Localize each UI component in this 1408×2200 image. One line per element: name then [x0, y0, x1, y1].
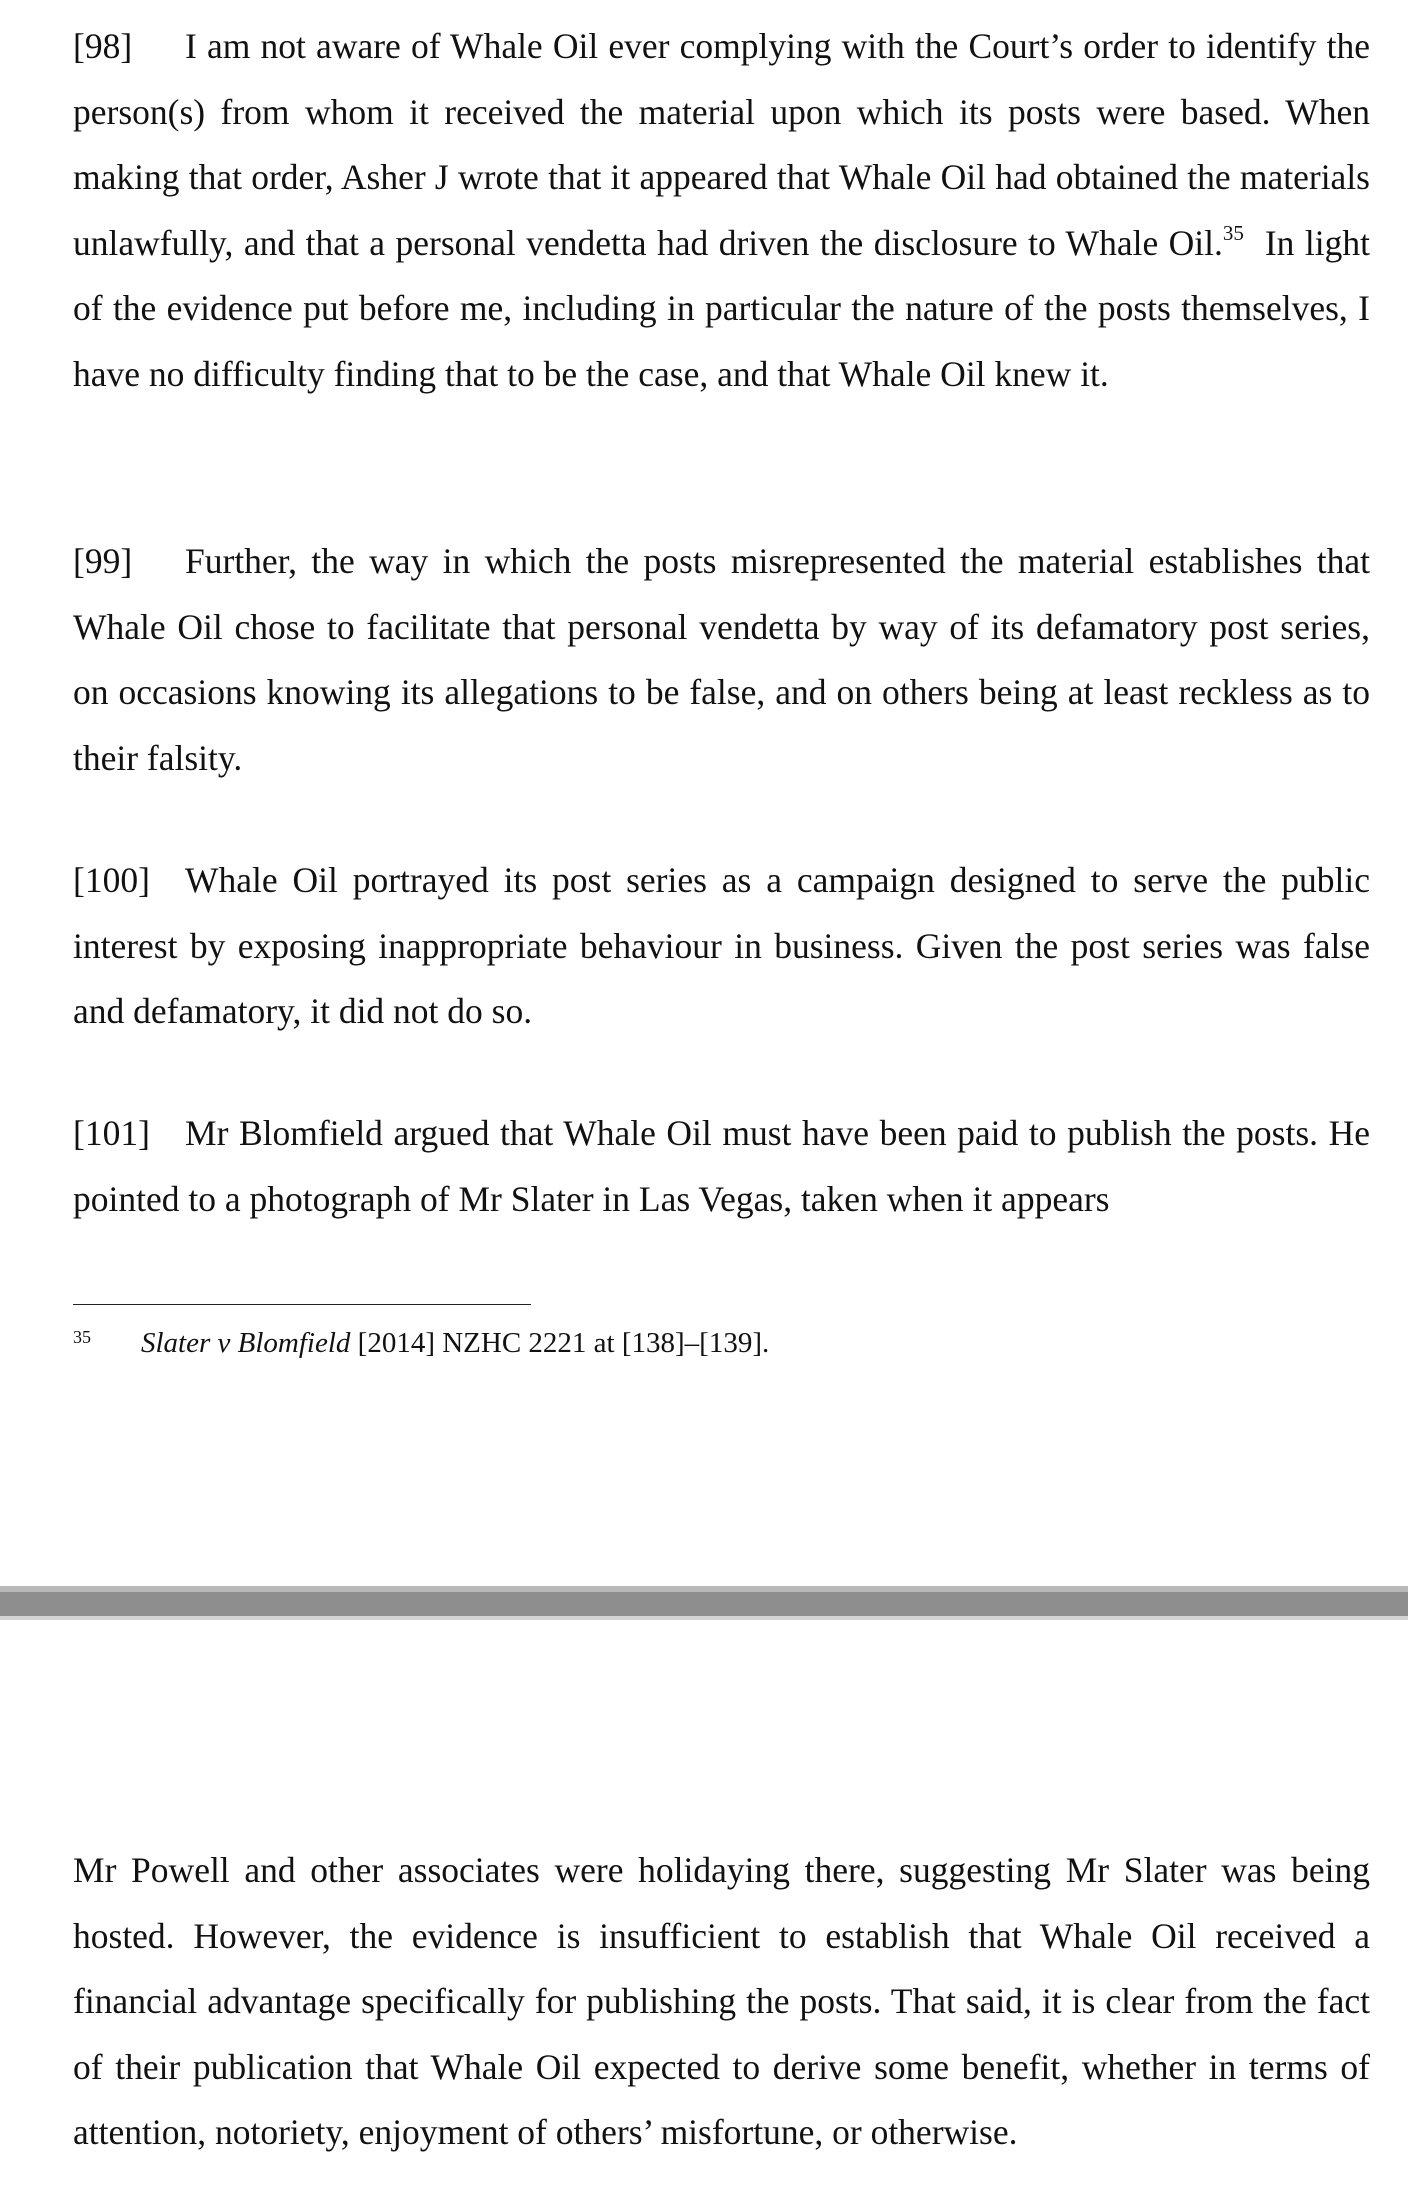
paragraph-text: Mr Powell and other associates were holidaying there, suggesting Mr Slater was being hosted. However, the evidence is insufficient to establish that Whale Oil received a financial advantage specifically for publishing the posts. That said, it is clear from the fact of their publication that Whale Oil expected to derive some benefit, whether in terms of attention, notoriety, enjoyment of others’ misfortune, or otherwise. [73, 1850, 1370, 2152]
paragraph-text: Whale Oil portrayed its post series as a campaign designed to serve the public interest by exposing inappropriate behaviour in business. Given the post series was false and defamatory, it did not do so. [73, 860, 1370, 1031]
footnote-reference[interactable]: 35 [1222, 220, 1244, 245]
page-break-separator [0, 1586, 1408, 1620]
paragraph-98 [73, 14, 1370, 407]
paragraph-text: Mr Blomfield argued that Whale Oil must have been paid to publish the posts. He pointed to a photograph of Mr Slater in Las Vegas, taken when it appears [73, 1113, 1370, 1219]
footnote-number: 35 [73, 1327, 91, 1347]
footnote-35 [73, 1318, 769, 1368]
paragraph-101-continuation [73, 1838, 1370, 2166]
footnote-case-name: Slater v Blomfield [141, 1327, 351, 1359]
footnote-citation: [2014] NZHC 2221 at [138]–[139]. [357, 1327, 770, 1359]
paragraph-number: [98] [73, 26, 133, 66]
paragraph-number: [99] [73, 541, 133, 581]
paragraph-99 [73, 529, 1370, 791]
paragraph-text: I am not aware of Whale Oil ever complying with the Court’s order to identify the person(s) from whom it received the material upon which its posts were based. When making that order, Asher J wrote that it appeared that Whale Oil had obtained the materials unlawfully, and that a personal vendetta had driven the disclosure to Whale Oil. [73, 26, 1370, 263]
paragraph-100 [73, 848, 1370, 1045]
paragraph-number: [100] [73, 860, 150, 900]
paragraph-text: In light of the evidence put before me, including in particular the nature of the posts themselves, I have no difficulty finding that to be the case, and that Whale Oil knew it. [73, 222, 1370, 394]
footnote-divider [73, 1304, 531, 1305]
paragraph-101 [73, 1101, 1370, 1232]
paragraph-number: [101] [73, 1113, 150, 1153]
paragraph-text: Further, the way in which the posts misrepresented the material establishes that Whale Oil chose to facilitate that personal vendetta by way of its defamatory post series, on occasions knowing its allegations to be false, and on others being at least reckless as to their falsity. [73, 541, 1370, 778]
